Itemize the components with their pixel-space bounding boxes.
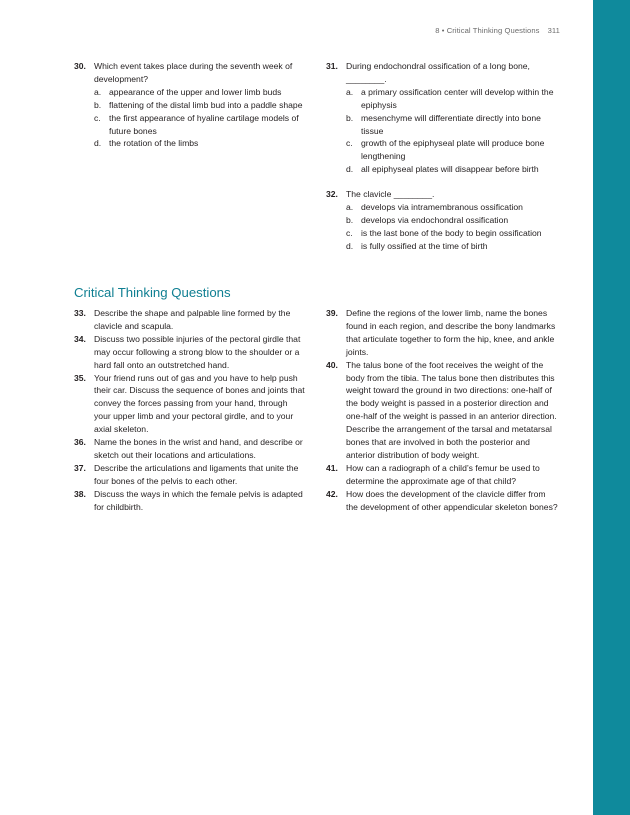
question-41: 41. How can a radiograph of a child’s femur be used to determine the approximate age of that child? (326, 462, 540, 486)
page-number: 311 (547, 26, 560, 35)
answer-options (346, 201, 558, 253)
option-b: b. mesenchyme will differentiate directly into bone tissue (346, 112, 541, 136)
question-number: 30. (74, 61, 86, 71)
question-text: The clavicle ________. (346, 189, 435, 200)
option-d: d. is fully ossified at the time of birth (346, 240, 488, 251)
question-40: 40. The talus bone of the foot receives the weight of the body from the tibia. The talus bone then distributes this weight toward the ground in two directions: one-half of the body weight is passed in a posterior direction and one-half of the weight is passed in an anterior direction. Describe the arrangement of the tarsal and metatarsal bones that are involved in both the posterior and anterior distribution of body weight. (326, 359, 557, 460)
option-c: c. growth of the epiphyseal plate will produce bone lengthening (346, 138, 545, 162)
option-c: c. the first appearance of hyaline cartilage models of future bones (94, 112, 299, 136)
option-c: c. is the last bone of the body to begin ossification (346, 227, 542, 238)
option-b: b. flattening of the distal limb bud into a paddle shape (94, 99, 303, 110)
ctq-right-column (326, 307, 558, 514)
question-39: 39. Define the regions of the lower limb, name the bones found in each region, and describe the bony landmarks that articulate together to form the hip, knee, and ankle joints. (326, 308, 556, 357)
running-head (380, 26, 560, 35)
question-35: 35. Your friend runs out of gas and you have to help push their car. Discuss the sequence of bones and joints that convey the forces passing from your hand, through your upper limb and your pectoral girdle, and to your axial skeleton. (74, 372, 305, 435)
question-number: 31. (326, 61, 338, 71)
question-text: During endochondral ossification of a long bone, ________. (346, 61, 530, 84)
section-heading: Critical Thinking Questions (74, 285, 231, 300)
running-head-section: 8 • Critical Thinking Questions (435, 26, 540, 35)
option-d: d. the rotation of the limbs (94, 138, 199, 149)
option-a: a. appearance of the upper and lower limb buds (94, 86, 282, 97)
question-34: 34. Discuss two possible injuries of the pectoral girdle that may occur following a strong blow to the shoulder or a hard fall onto an outstretched hand. (74, 333, 301, 370)
option-d: d. all epiphyseal plates will disappear before birth (346, 164, 539, 175)
question-number: 32. (326, 189, 338, 200)
question-38: 38. Discuss the ways in which the female pelvis is adapted for childbirth. (74, 488, 303, 512)
ctq-left-column (74, 307, 306, 514)
question-36: 36. Name the bones in the wrist and hand, and describe or sketch out their locations and articulations. (74, 437, 303, 460)
mcq-left-column (74, 60, 306, 150)
option-a: a. a primary ossification center will develop within the epiphysis (346, 86, 554, 110)
question-30 (74, 60, 306, 150)
question-text: Which event takes place during the seventh week of development? (94, 61, 293, 84)
question-42: 42. How does the development of the clavicle differ from the development of other appendicular skeleton bones? (326, 488, 558, 512)
question-31 (326, 60, 558, 176)
answer-options (94, 86, 306, 151)
mcq-right-column (326, 60, 558, 253)
option-a: a. develops via intramembranous ossification (346, 202, 523, 213)
answer-options (346, 86, 558, 176)
question-37: 37. Describe the articulations and ligaments that unite the four bones of the pelvis to each other. (74, 462, 299, 486)
teal-side-bar (593, 0, 630, 815)
option-b: b. develops via endochondral ossification (346, 214, 509, 225)
question-32 (326, 188, 558, 253)
question-33: 33. Describe the shape and palpable line formed by the clavicle and scapula. (74, 308, 291, 331)
